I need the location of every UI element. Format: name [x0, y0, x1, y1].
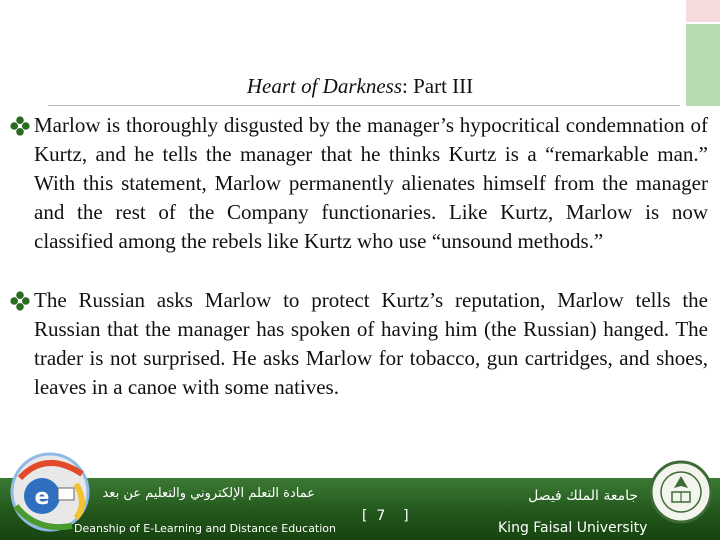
slide-body: [10, 111, 708, 402]
deanship-name-arabic: عمادة التعلم الإلكتروني والتعليم عن بعد: [102, 486, 315, 501]
slide-title: [0, 74, 720, 99]
university-name-arabic: جامعة الملك فيصل: [528, 488, 638, 504]
page-bracket-open: [: [362, 508, 368, 524]
diamond-clover-bullet-icon: [10, 116, 30, 136]
corner-pink-bar: [686, 0, 720, 22]
page-number: [362, 508, 414, 524]
bullet-text: Marlow is thoroughly disgusted by the manager’s hypocritical condemnation of Kurtz, and he tells the manager that he thinks Kurtz is a “remarkable man.” With this statement, Marlow permanently alienates himself from the manager and the rest of the Company functionaries. Like Kurtz, Marlow is now classified among the rebels like Kurtz who use “unsound methods.”: [34, 113, 708, 253]
king-faisal-university-seal-icon: [648, 458, 714, 530]
page-bracket-close: ]: [403, 508, 409, 524]
title-part: : Part III: [402, 74, 474, 98]
diamond-clover-bullet-icon: [10, 291, 30, 311]
page-number-value: 7: [376, 508, 386, 524]
bullet-text: The Russian asks Marlow to protect Kurtz’s reputation, Marlow tells the Russian that the manager has spoken of having him (the Russian) hanged. The trader is not surprised. He asks Marlow for tobacco, gun cartridges, and shoes, leaves in a canoe with some natives.: [34, 288, 708, 399]
bullet-item: [10, 286, 708, 402]
deanship-name-english: Deanship of E-Learning and Distance Education: [74, 522, 337, 535]
title-divider: [48, 105, 680, 106]
university-name-english: King Faisal University: [498, 520, 648, 536]
svg-text:e: e: [34, 485, 50, 510]
title-work-name: Heart of Darkness: [246, 74, 402, 98]
bullet-item: [10, 111, 708, 256]
